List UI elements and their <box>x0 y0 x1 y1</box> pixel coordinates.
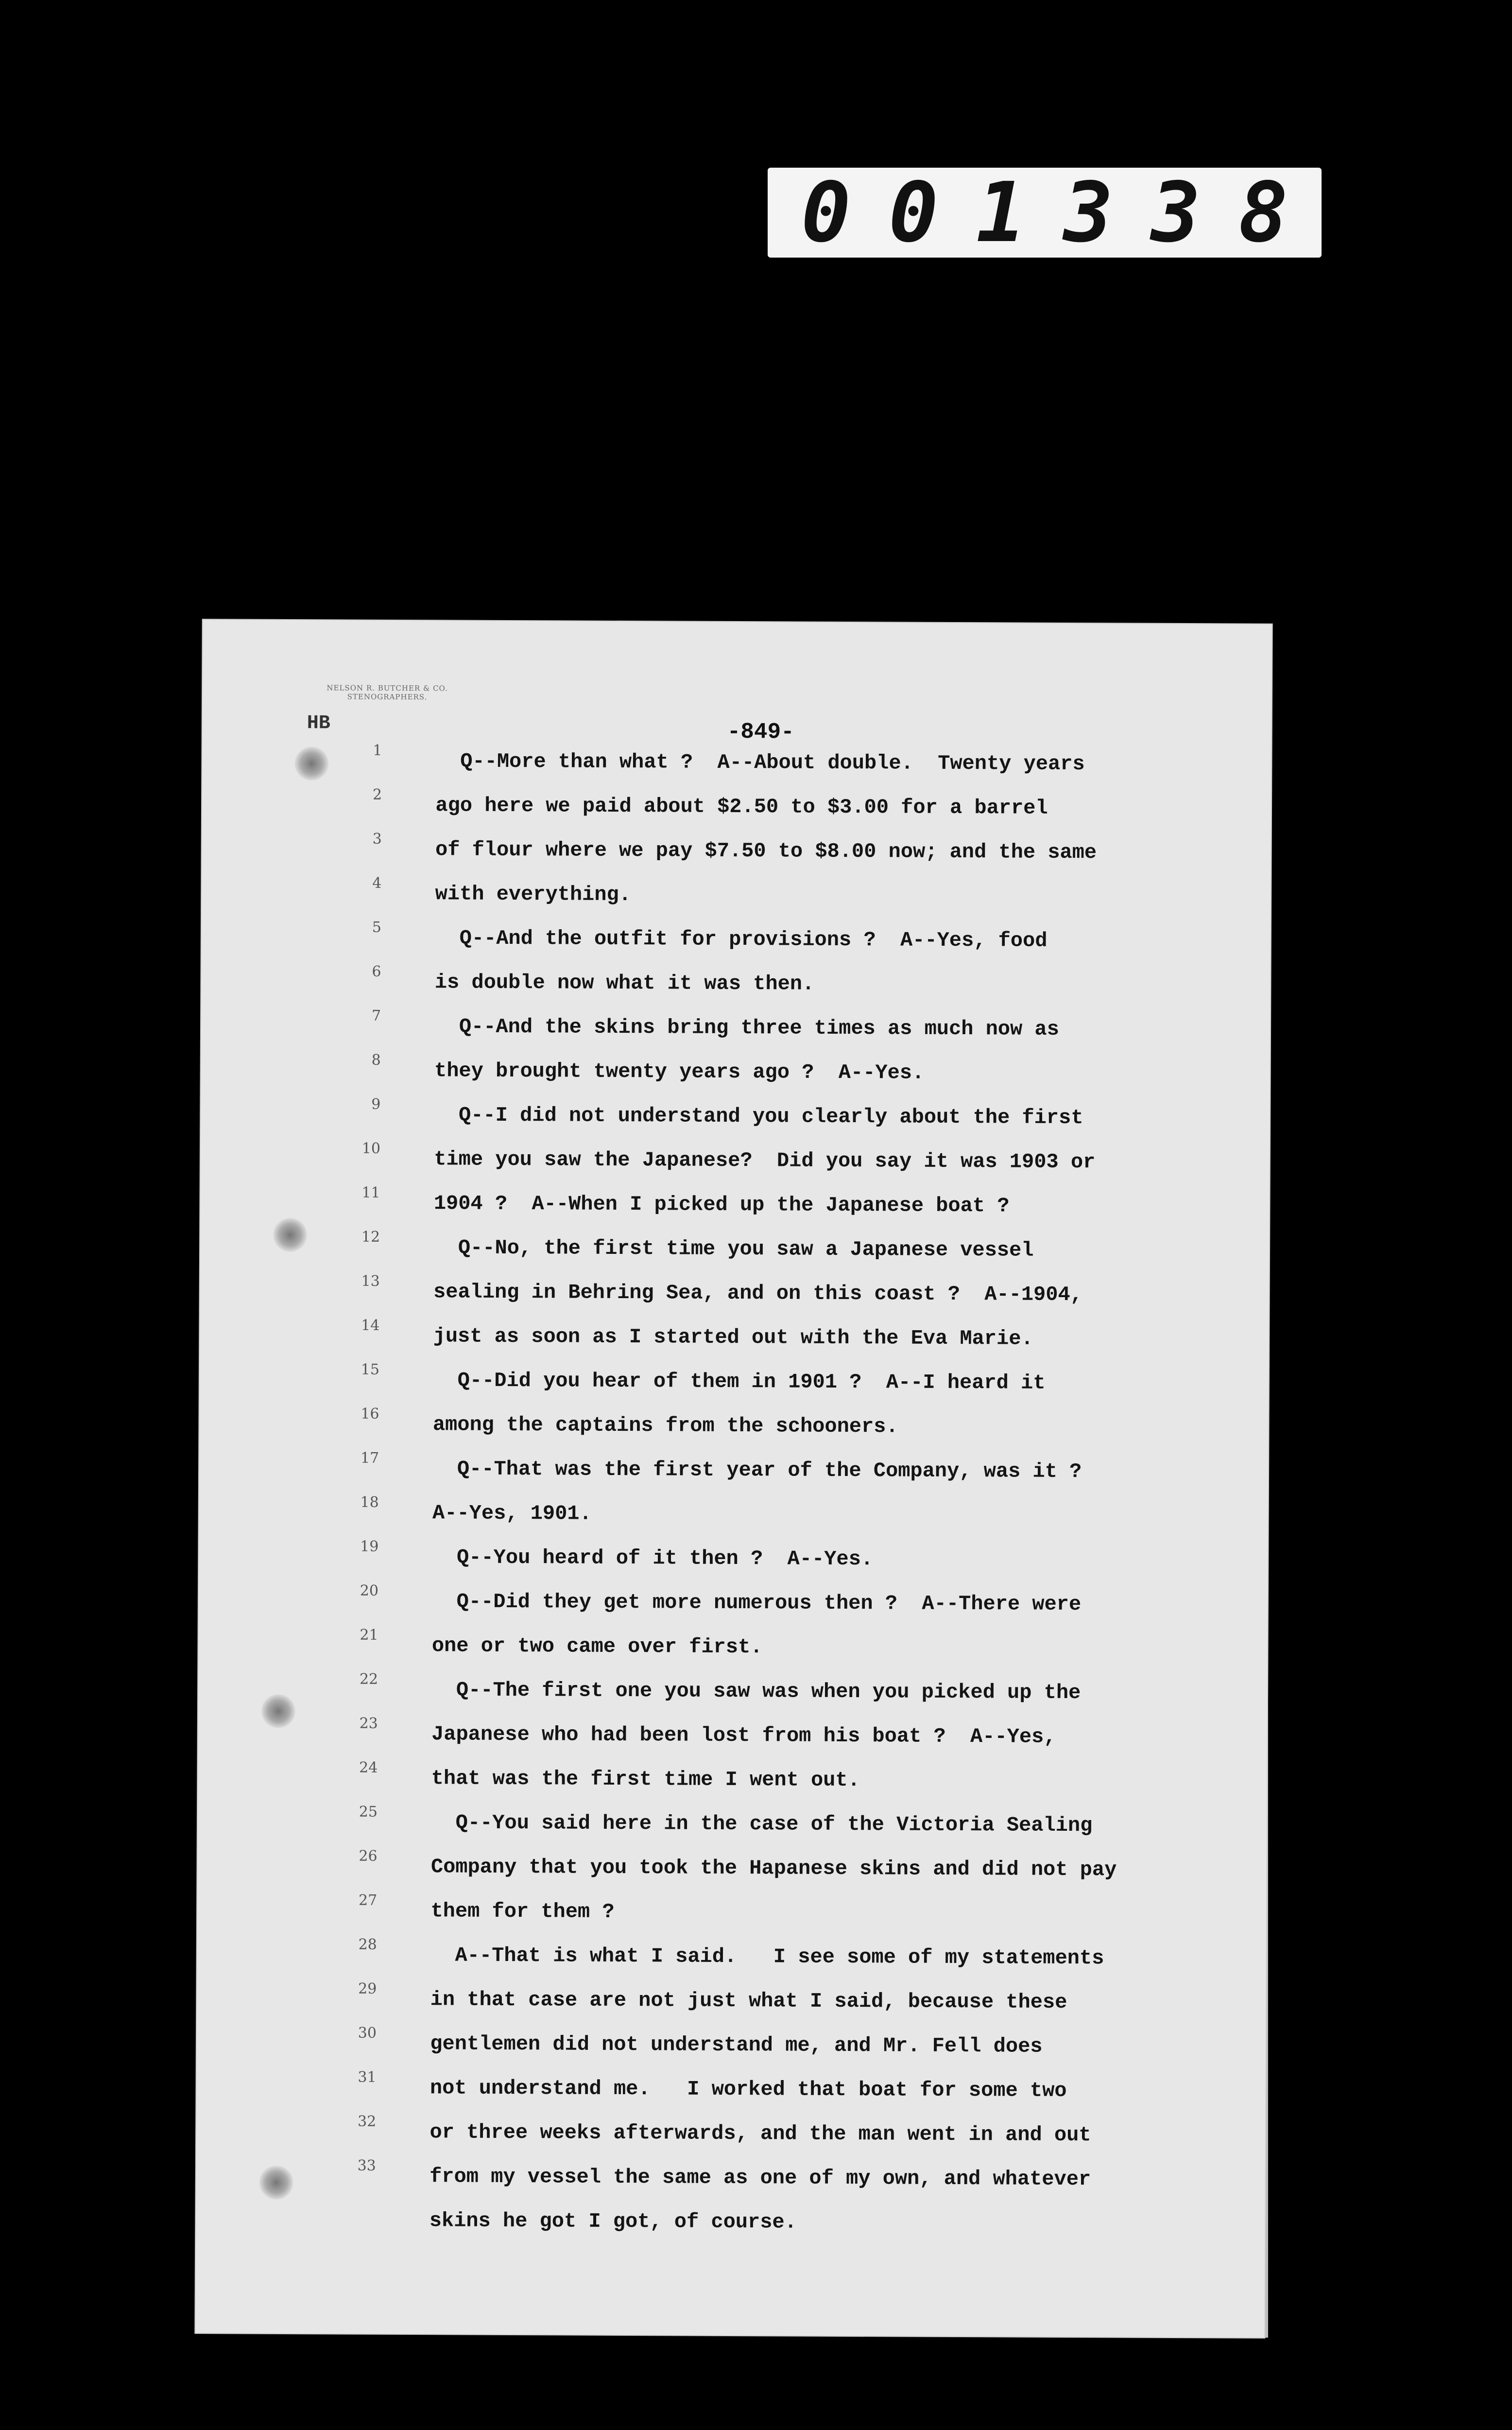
line-number: 33 <box>357 2157 376 2174</box>
transcript-line: not understand me. I worked that boat for some two <box>405 2076 1067 2103</box>
transcript-line: Company that you took the Hapanese skins and did not pay <box>406 1855 1117 1882</box>
transcript-line: of flour where we pay $7.50 to $8.00 now; and the same <box>411 838 1097 865</box>
frame-digit: 8 <box>1238 164 1289 261</box>
transcript-line: skins he got I got, of course. <box>405 2209 797 2234</box>
transcript-line: them for them ? <box>406 1899 615 1924</box>
line-number: 3 <box>372 830 382 848</box>
letterhead <box>290 683 484 702</box>
line-number: 21 <box>360 1626 378 1644</box>
line-number-column <box>347 742 382 2202</box>
frame-digit: 3 <box>1063 164 1114 261</box>
transcript-line: among the captains from the schooners. <box>408 1413 898 1439</box>
line-number: 4 <box>372 874 382 892</box>
transcript-line: sealing in Behring Sea, and on this coast ? A--1904, <box>409 1280 1082 1307</box>
line-number: 12 <box>361 1228 380 1246</box>
frame-digit: 3 <box>1151 164 1201 261</box>
transcript-line: or three weeks afterwards, and the man went in and out <box>405 2120 1091 2147</box>
frame-number-plate <box>768 164 1322 261</box>
transcript-line: is double now what it was then. <box>410 971 815 996</box>
transcript-line: gentlemen did not understand me, and Mr. Fell does <box>405 2032 1043 2058</box>
line-number: 22 <box>359 1670 378 1688</box>
transcript-line: A--That is what I said. I see some of my statements <box>406 1944 1104 1970</box>
ink-blot <box>294 746 328 781</box>
transcript-line: Q--The first one you saw was when you picked up the <box>407 1678 1081 1705</box>
line-number: 20 <box>360 1582 379 1599</box>
transcript-line: Q--And the skins bring three times as much now as <box>410 1015 1059 1041</box>
line-number: 13 <box>361 1272 380 1290</box>
transcript-line: with everything. <box>411 882 632 907</box>
line-number: 5 <box>372 919 382 936</box>
letterhead-subtitle: STENOGRAPHERS. <box>347 692 428 702</box>
line-number: 17 <box>360 1449 379 1467</box>
transcript-line: ago here we paid about $2.50 to $3.00 for a barrel <box>411 794 1048 820</box>
ink-blot <box>261 1694 295 1728</box>
line-number: 32 <box>357 2113 377 2130</box>
line-number: 23 <box>359 1715 378 1732</box>
letterhead-firm: NELSON R. BUTCHER & CO. <box>326 683 448 693</box>
line-number: 30 <box>358 2024 377 2042</box>
transcript-line: in that case are not just what I said, because these <box>406 1988 1067 2014</box>
transcript-line: Q--Did they get more numerous then ? A--There were <box>407 1590 1082 1616</box>
transcript-line: Q--And the outfit for provisions ? A--Yes, food <box>410 926 1048 953</box>
line-number: 19 <box>360 1538 379 1555</box>
line-number: 24 <box>359 1759 378 1776</box>
line-number: 2 <box>372 786 382 803</box>
line-number: 11 <box>361 1184 380 1201</box>
transcript-line: 1904 ? A--When I picked up the Japanese boat ? <box>409 1192 1010 1218</box>
transcript-body <box>405 751 1208 2258</box>
transcript-line: they brought twenty years ago ? A--Yes. <box>410 1059 925 1085</box>
transcript-line: from my vessel the same as one of my own, and whatever <box>405 2165 1091 2191</box>
line-number: 31 <box>358 2068 377 2086</box>
typist-initials: HB <box>307 712 330 735</box>
line-number: 29 <box>358 1980 377 1997</box>
frame-digit: 0 <box>888 164 939 261</box>
transcript-line: Q--You heard of it then ? A--Yes. <box>408 1545 874 1571</box>
transcript-line: Q--You said here in the case of the Victoria Sealing <box>406 1811 1093 1838</box>
transcript-line: Q--I did not understand you clearly about the first <box>410 1103 1083 1130</box>
transcript-line: A--Yes, 1901. <box>408 1501 592 1526</box>
frame-digit: 1 <box>976 164 1026 261</box>
line-number: 6 <box>372 963 381 980</box>
line-number: 14 <box>361 1317 380 1334</box>
line-number: 10 <box>361 1140 381 1157</box>
frame-digit: 0 <box>801 164 851 261</box>
transcript-line: just as soon as I started out with the Eva Marie. <box>409 1324 1033 1351</box>
transcript-line: Q--No, the first time you saw a Japanese vessel <box>409 1236 1034 1262</box>
line-number: 8 <box>371 1051 381 1069</box>
transcript-line: Japanese who had been lost from his boat ? A--Yes, <box>407 1722 1056 1749</box>
ink-blot <box>259 2166 293 2200</box>
line-number: 27 <box>358 1892 378 1909</box>
line-number: 25 <box>359 1803 378 1821</box>
transcript-line: Q--That was the first year of the Company, was it ? <box>408 1457 1082 1484</box>
transcript-line: one or two came over first. <box>407 1634 763 1659</box>
transcript-page <box>195 620 1271 2338</box>
transcript-line: Q--More than what ? A--About double. Twenty years <box>411 749 1085 776</box>
line-number: 16 <box>361 1405 379 1423</box>
line-number: 28 <box>358 1936 377 1953</box>
page-number: -849- <box>727 719 794 745</box>
line-number: 9 <box>371 1095 381 1113</box>
transcript-line: Q--Did you hear of them in 1901 ? A--I heard it <box>408 1369 1046 1395</box>
line-number: 7 <box>371 1007 381 1024</box>
line-number: 1 <box>373 742 382 759</box>
line-number: 15 <box>361 1361 380 1378</box>
line-number: 18 <box>360 1493 379 1511</box>
transcript-line: time you saw the Japanese? Did you say it was 1903 or <box>409 1147 1096 1174</box>
transcript-line: that was the first time I went out. <box>407 1767 860 1792</box>
line-number: 26 <box>359 1847 378 1865</box>
ink-blot <box>273 1218 307 1252</box>
